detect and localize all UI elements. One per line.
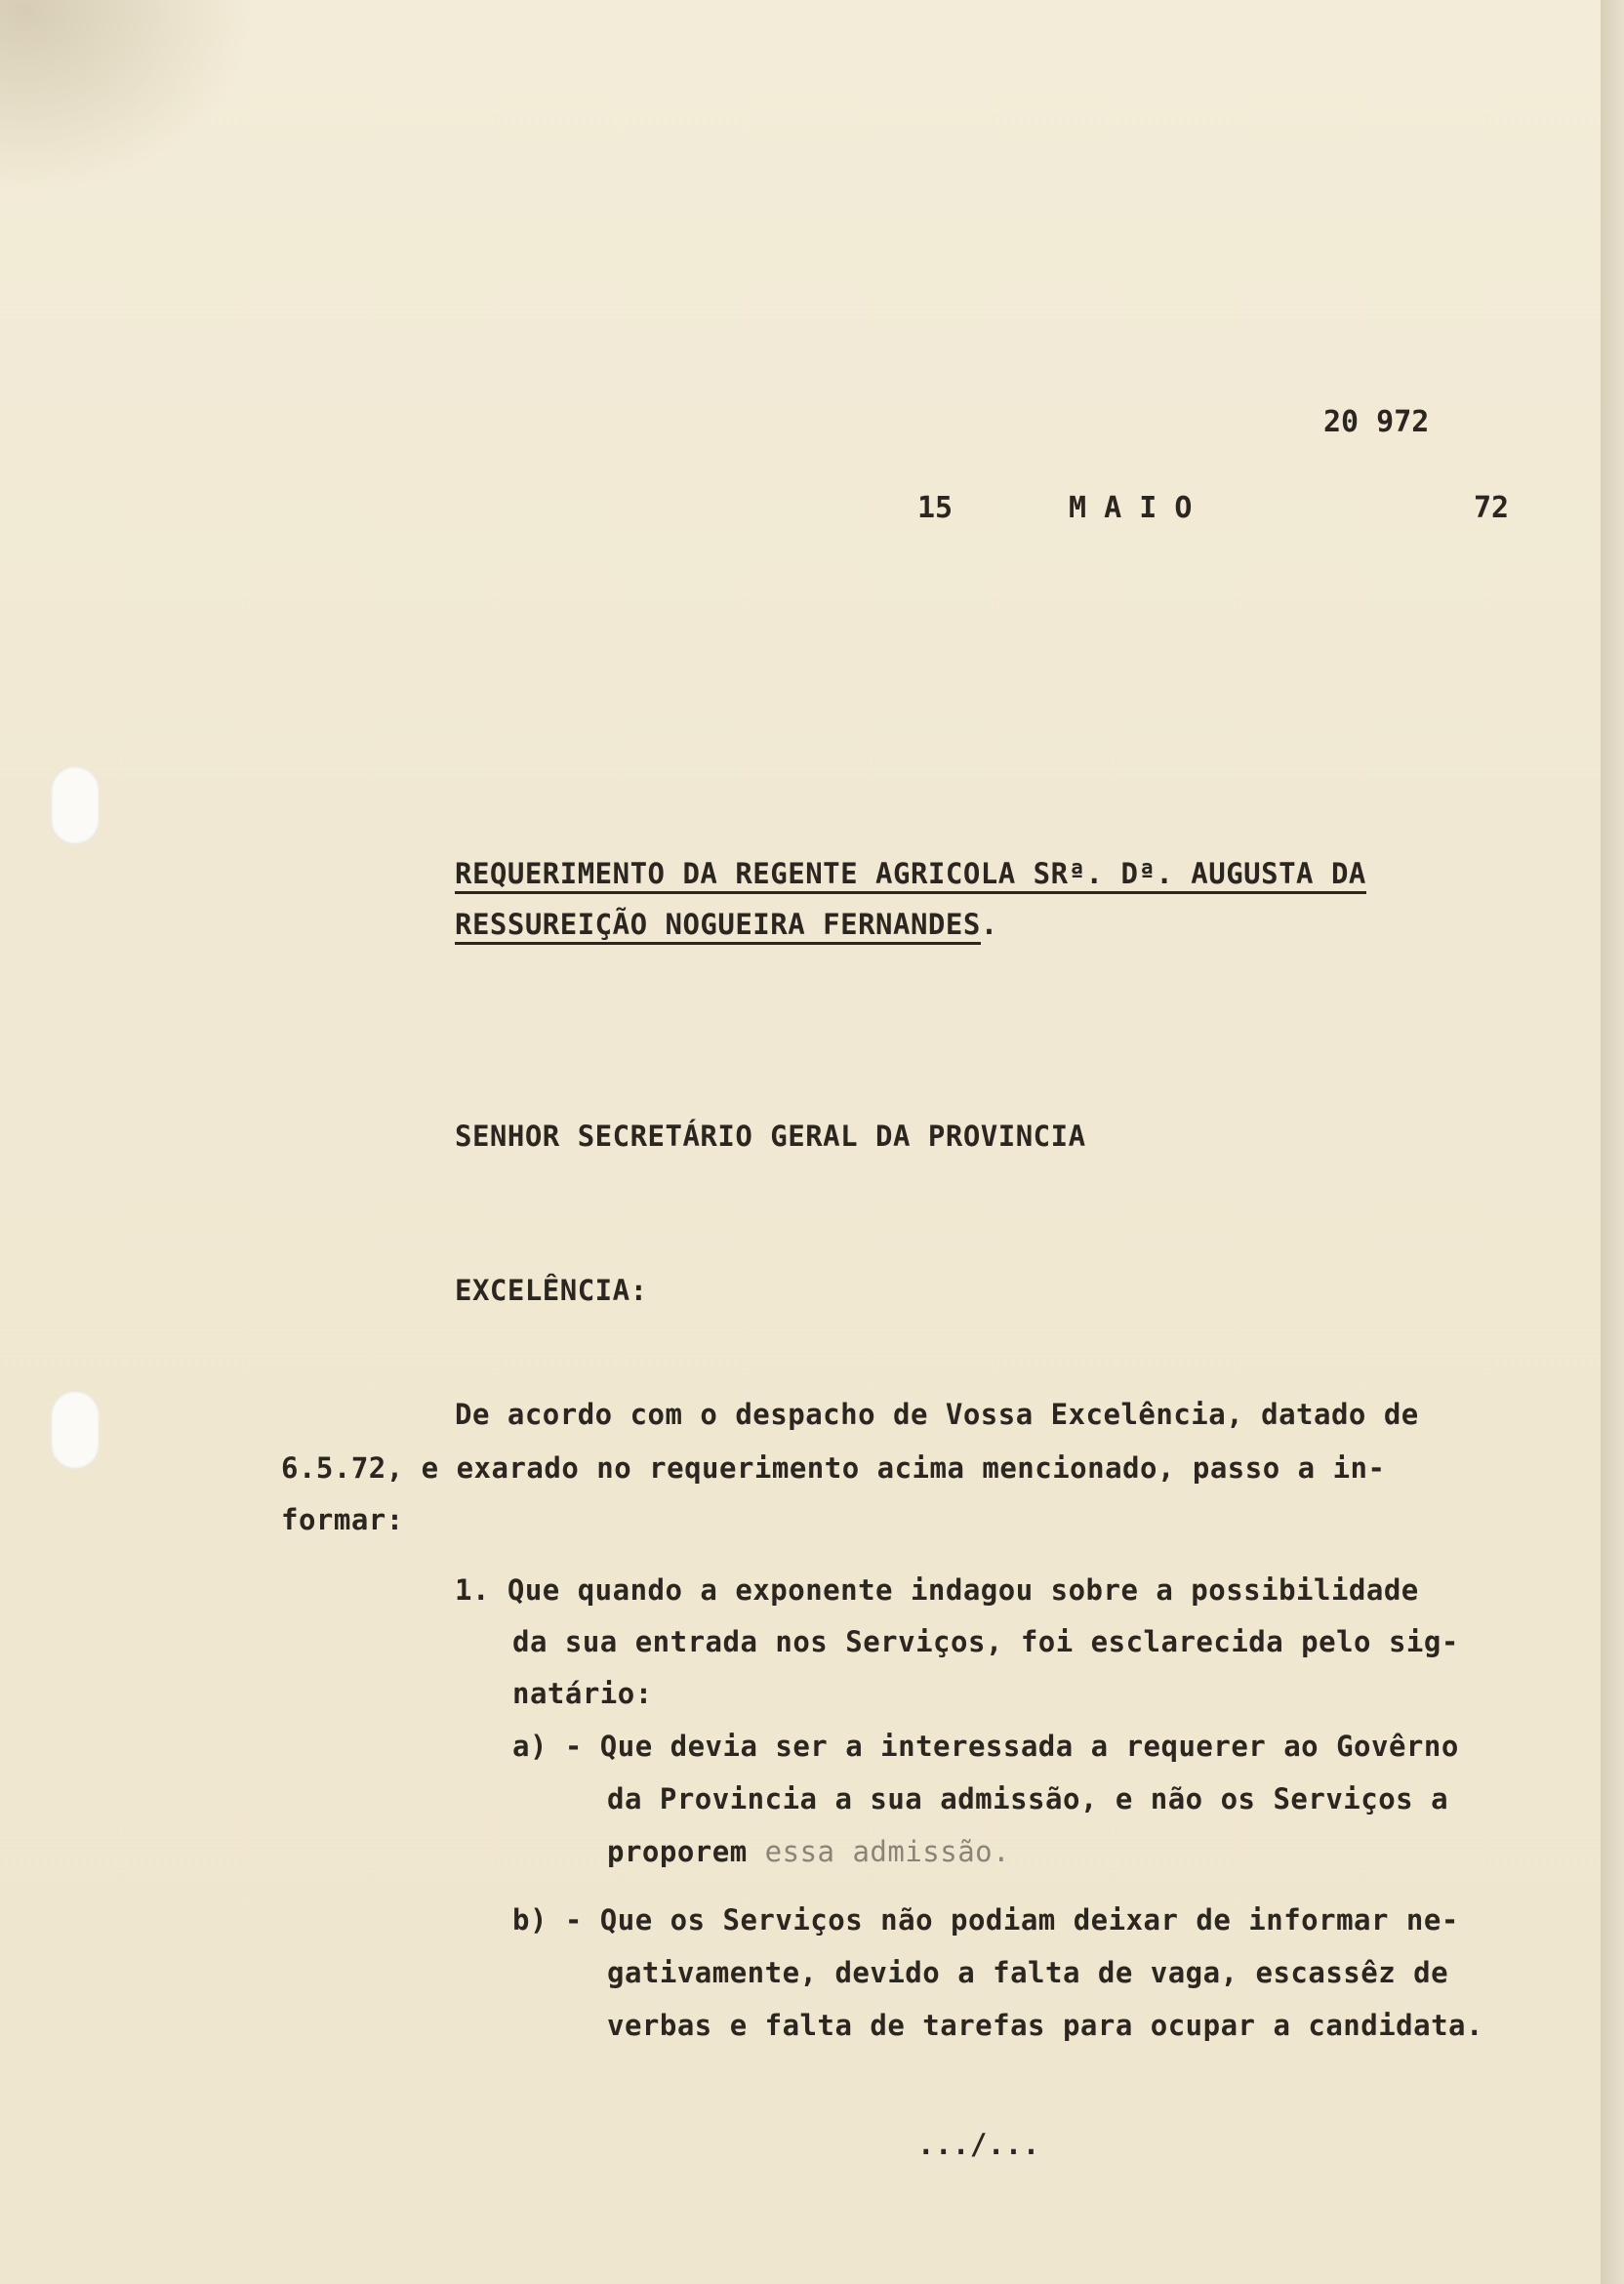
process-number: 20 972: [1323, 405, 1430, 439]
item-a-line-2: da Provincia a sua admissão, e não os Serviços a: [607, 1782, 1449, 1815]
addressee: SENHOR SECRETÁRIO GERAL DA PROVINCIA: [455, 1120, 1086, 1153]
item-a-line-1: a) - Que devia ser a interessada a requerer ao Govêrno: [512, 1730, 1459, 1763]
page-continuation-mark: .../...: [917, 2128, 1040, 2161]
intro-line-2: 6.5.72, e exarado no requerimento acima mencionado, passo a in-: [281, 1451, 1386, 1485]
paper-stain: [0, 0, 254, 195]
punch-hole-top: [51, 766, 100, 844]
item-1-line-2: da sua entrada nos Serviços, foi esclarecida pelo sig-: [512, 1625, 1459, 1658]
item-1-line-1: 1. Que quando a exponente indagou sobre a possibilidade: [455, 1573, 1419, 1607]
intro-line-3: formar:: [281, 1503, 404, 1536]
punch-hole-bottom: [51, 1391, 100, 1469]
title-line-1: REQUERIMENTO DA REGENTE AGRICOLA SRª. Dª. AUGUSTA DA: [455, 857, 1366, 890]
item-b-line-2: gativamente, devido a falta de vaga, escassêz de: [607, 1956, 1449, 1989]
item-b-line-1: b) - Que os Serviços não podiam deixar de informar ne-: [512, 1903, 1459, 1937]
item-1-line-3: natário:: [512, 1677, 653, 1710]
date-day: 15: [917, 491, 954, 525]
page-edge: [1601, 0, 1624, 2284]
date-month: M A I O: [1069, 491, 1193, 525]
item-a-line-3: proporem essa admissão.: [607, 1835, 1011, 1868]
item-b-line-3: verbas e falta de tarefas para ocupar a candidata.: [607, 2009, 1483, 2042]
salutation: EXCELÊNCIA:: [455, 1274, 648, 1307]
intro-line-1: De acordo com o despacho de Vossa Excelência, datado de: [455, 1398, 1419, 1431]
title-line-2: RESSUREIÇÃO NOGUEIRA FERNANDES.: [455, 908, 998, 941]
date-year: 72: [1474, 491, 1510, 525]
